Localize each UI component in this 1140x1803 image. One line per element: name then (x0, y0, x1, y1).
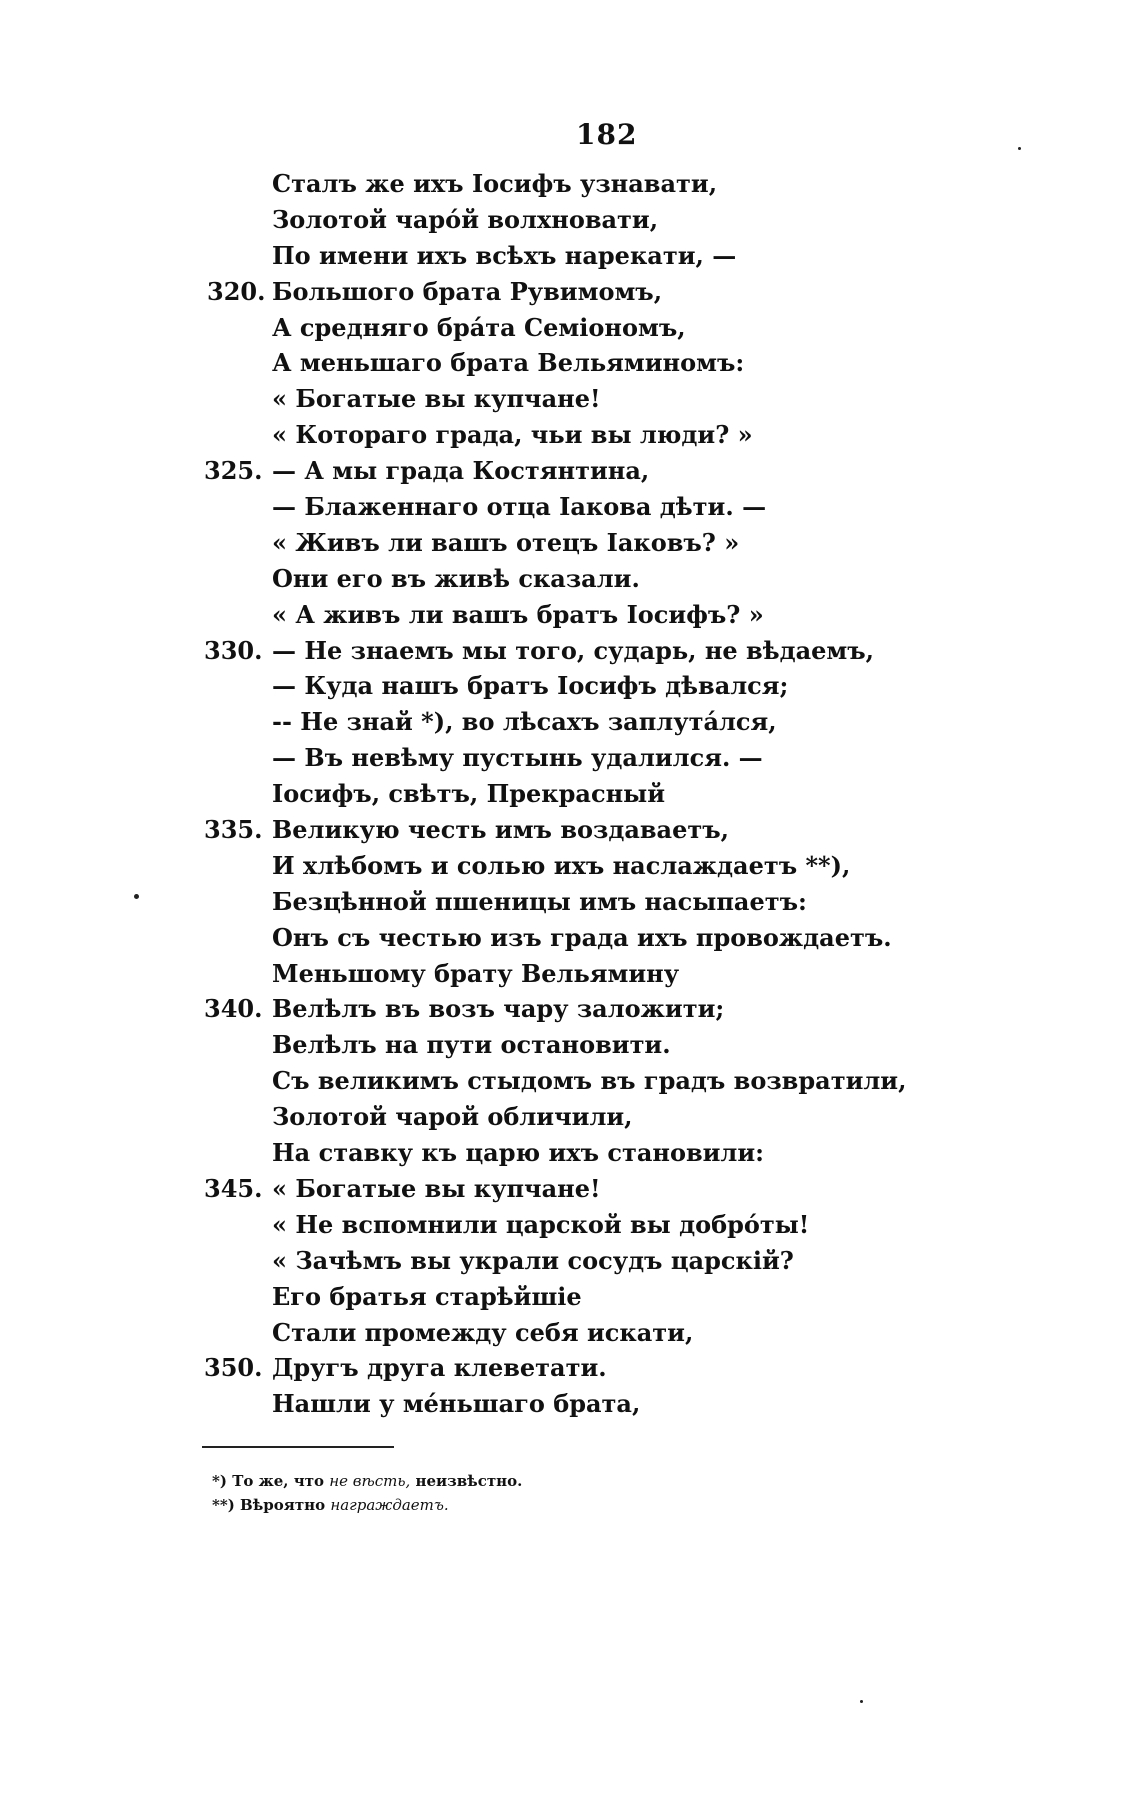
verse-line (0, 1315, 1140, 1351)
verse-line (0, 1135, 1140, 1171)
verse-number: 320. (207, 276, 266, 306)
verse-line (0, 812, 1140, 848)
verse-text: — Въ невѣму пустынь удалился. — (272, 743, 763, 773)
footnote-lead: То же, что (232, 1472, 324, 1490)
verse-line (0, 668, 1140, 704)
verse-number: 325. (204, 456, 263, 486)
verse-line (0, 704, 1140, 740)
verse-text: Другъ друга клеветати. (272, 1353, 607, 1383)
verse-line (0, 1063, 1140, 1099)
verse-line (0, 633, 1140, 669)
verse-text: И хлѣбомъ и солью ихъ наслаждаетъ **), (272, 850, 851, 880)
verse-line (0, 1243, 1140, 1279)
footnote-1 (212, 1469, 912, 1493)
verse-line (0, 1027, 1140, 1063)
verse-text: По имени ихъ всѣхъ нарекати, — (272, 240, 737, 270)
verse-text: — Куда нашъ братъ Іосифъ дѣвался; (272, 671, 789, 701)
verse-line (0, 1171, 1140, 1207)
verse-text: Велѣлъ въ возъ чару заложити; (272, 994, 725, 1024)
verse-text: Его братья старѣйшіе (272, 1281, 582, 1311)
verse-line (0, 274, 1140, 310)
verse-text: Съ великимъ стыдомъ въ градъ возвратили, (272, 1066, 907, 1096)
verse-text: — Не знаемъ мы того, сударь, не вѣдаемъ, (272, 635, 875, 665)
verse-text: Золотой чарóй волхновати, (272, 204, 659, 234)
footnote-2 (212, 1493, 912, 1517)
verse-line (0, 848, 1140, 884)
verse-text: А меньшаго брата Вельяминомъ: (272, 348, 745, 378)
verse-line (0, 561, 1140, 597)
verse-line (0, 453, 1140, 489)
verse-text: « Живъ ли вашъ отецъ Іаковъ? » (272, 527, 740, 557)
verse-number: 345. (204, 1173, 263, 1203)
verse-text: « Богатые вы купчане! (272, 384, 601, 414)
footnote-italic: не вѣсть, (329, 1472, 411, 1490)
verse-text: « А живъ ли вашъ братъ Іосифъ? » (272, 599, 764, 629)
footnote-mark: **) (212, 1496, 235, 1514)
verse-text: — Блаженнаго отца Іакова дѣти. — (272, 492, 767, 522)
verse-line (0, 776, 1140, 812)
verse-line (0, 417, 1140, 453)
verse-line (0, 884, 1140, 920)
verse-text: Меньшому брату Вельямину (272, 958, 680, 988)
verse-line (0, 991, 1140, 1027)
verse-line (0, 166, 1140, 202)
verse-line (0, 920, 1140, 956)
verse-text: Іосифъ, свѣтъ, Прекрасный (272, 779, 665, 809)
verse-line (0, 1350, 1140, 1386)
footnote-divider (202, 1446, 394, 1448)
verse-text: А средняго брáта Семіономъ, (272, 312, 686, 342)
verse-line (0, 310, 1140, 346)
verse-line (0, 1279, 1140, 1315)
verse-line (0, 1099, 1140, 1135)
verse-text: Большого брата Рувимомъ, (272, 276, 663, 306)
verse-text: Они его въ живѣ сказали. (272, 563, 640, 593)
verse-number: 350. (204, 1353, 263, 1383)
print-speck (860, 1700, 863, 1703)
verse-text: Сталъ же ихъ Іосифъ узнавати, (272, 169, 718, 198)
verse-text: Онъ съ честью изъ града ихъ провождаетъ. (272, 922, 892, 952)
verse-text: Золотой чарой обличили, (272, 1102, 633, 1132)
verse-text: « Зачѣмъ вы украли сосудъ царскій? (272, 1245, 794, 1275)
verse-line (0, 202, 1140, 238)
verse-text: Великую честь имъ воздаваетъ, (272, 815, 729, 845)
verse-line (0, 381, 1140, 417)
verse-text: Стали промежду себя искати, (272, 1317, 694, 1347)
footnotes (212, 1469, 912, 1517)
verse-text: « Богатые вы купчане! (272, 1173, 601, 1203)
verse-text: На ставку къ царю ихъ становили: (272, 1138, 765, 1168)
verse-line (0, 238, 1140, 274)
page-number: 182 (576, 118, 638, 151)
verse-text: Нашли у мéньшаго брата, (272, 1389, 641, 1419)
verse-text: -- Не знай *), во лѣсахъ заплутáлся, (272, 707, 777, 737)
verse-number: 340. (204, 994, 263, 1024)
verse-line (0, 956, 1140, 992)
verse-text: — А мы града Костянтина, (272, 456, 650, 486)
footnote-mark: *) (212, 1472, 227, 1490)
verse-line (0, 597, 1140, 633)
footnote-italic: награждаетъ. (330, 1496, 449, 1514)
verse-number: 330. (204, 635, 263, 665)
poem-verses (0, 166, 1140, 1422)
verse-number: 335. (204, 815, 263, 845)
verse-line (0, 345, 1140, 381)
footnote-tail: неизвѣстно. (415, 1472, 523, 1490)
verse-text: « Котораго града, чьи вы люди? » (272, 420, 753, 450)
print-speck (134, 894, 139, 899)
footnote-lead: Вѣроятно (240, 1496, 326, 1514)
verse-line (0, 1386, 1140, 1422)
verse-text: « Не вспомнили царской вы добрóты! (272, 1209, 810, 1239)
verse-line (0, 489, 1140, 525)
verse-line (0, 1207, 1140, 1243)
verse-text: Безцѣнной пшеницы имъ насыпаетъ: (272, 886, 807, 916)
verse-text: Велѣлъ на пути остановити. (272, 1030, 671, 1060)
print-speck (1018, 147, 1021, 150)
verse-line (0, 740, 1140, 776)
verse-line (0, 525, 1140, 561)
